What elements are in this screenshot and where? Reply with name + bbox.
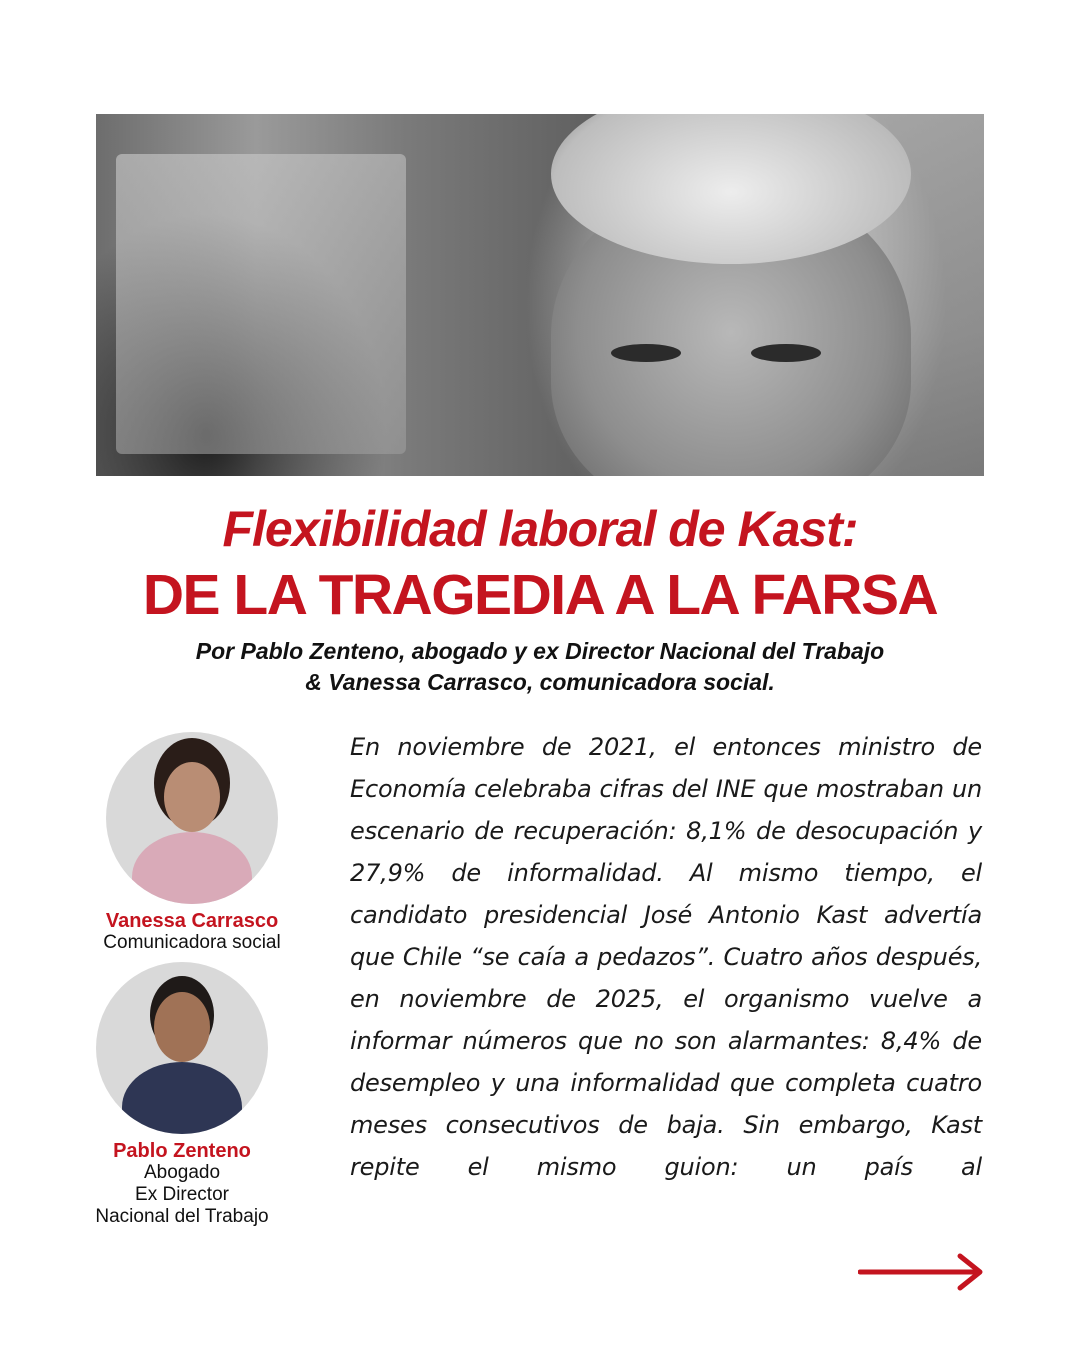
avatar-body (132, 832, 252, 904)
avatar-body (122, 1062, 242, 1134)
headline-line-2: DE LA TRAGEDIA A LA FARSA (142, 563, 938, 627)
author-role: Nacional del Trabajo (95, 1206, 269, 1227)
arrow-right-icon[interactable] (858, 1252, 984, 1292)
author-name: Pablo Zenteno (113, 1140, 251, 1162)
author-card-pablo (80, 962, 284, 1228)
avatar (106, 732, 278, 904)
article-body: En noviembre de 2021, el entonces ministro de Economía celebraba cifras del INE que mostraban un escenario de recuperación: 8,1% de desocupación y 27,9% de informalidad. Al mismo tiempo, el candidato presidencial José Antonio Kast advertía que Chile “se caía a pedazos”. Cuatro años después, en noviembre de 2025, el organismo vuelve a informar números que no son alarmantes: 8,4% de desempleo y una informalidad que completa cuatro meses consecutivos de baja. Sin embargo, Kast repite el mismo guion: un país al (350, 733, 982, 1181)
headline-line-1: Flexibilidad laboral de Kast: (222, 501, 858, 557)
avatar (96, 962, 268, 1134)
avatar-head (154, 992, 210, 1062)
author-role: Ex Director (135, 1184, 229, 1205)
author-card-vanessa (92, 732, 292, 954)
hero-photo (96, 114, 984, 476)
background-sign (116, 154, 406, 454)
author-role: Abogado (143, 1162, 221, 1183)
byline-line-2: & Vanessa Carrasco, comunicadora social. (305, 669, 775, 695)
avatar-head (164, 762, 220, 832)
portrait-eye-left (611, 344, 681, 362)
author-role: Comunicadora social (103, 932, 281, 953)
portrait-eye-right (751, 344, 821, 362)
byline (0, 636, 1080, 698)
author-name: Vanessa Carrasco (105, 910, 279, 932)
byline-line-1: Por Pablo Zenteno, abogado y ex Director Nacional del Trabajo (195, 638, 885, 664)
